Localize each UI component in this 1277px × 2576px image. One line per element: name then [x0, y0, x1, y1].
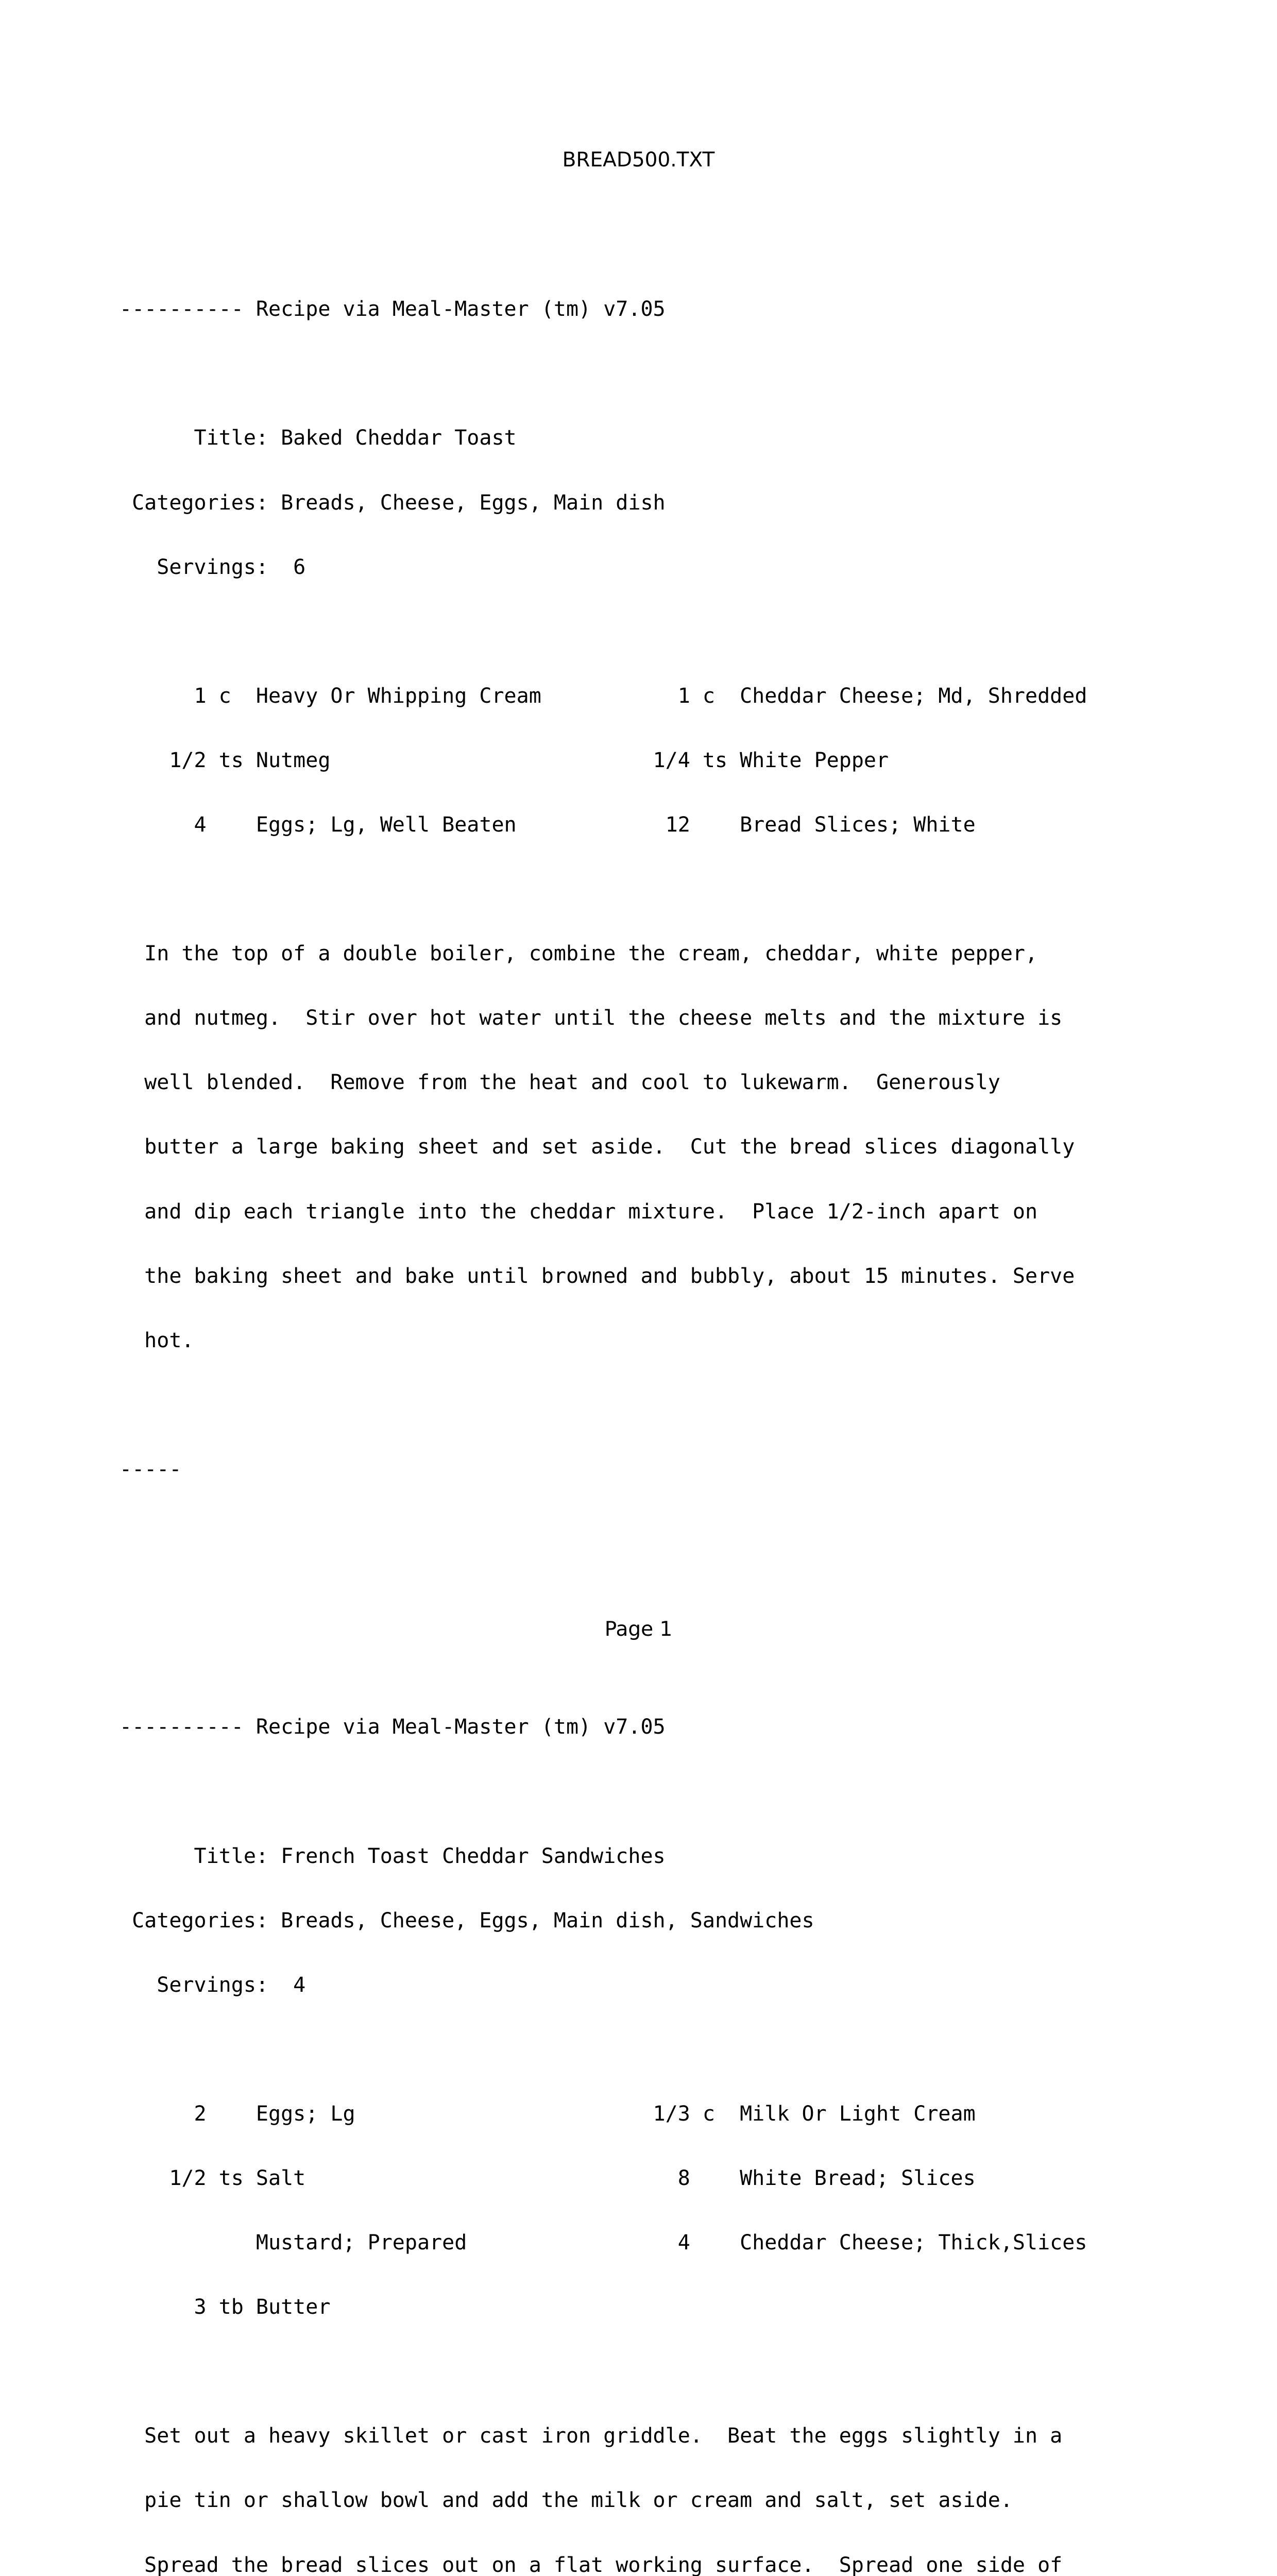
recipe-servings: Servings: 6 [120, 555, 306, 579]
direction-line: well blended. Remove from the heat and cool to lukewarm. Generously [120, 1071, 1000, 1095]
ingredient-line: 2 Eggs; Lg 1/3 c Milk Or Light Cream [120, 2102, 976, 2126]
ingredient-line: 1/2 ts Nutmeg 1/4 ts White Pepper [120, 748, 889, 772]
document-body [120, 170, 1232, 2576]
direction-line: hot. [120, 1328, 194, 1352]
recipe-banner: ---------- Recipe via Meal-Master (tm) v7.05 [120, 297, 666, 321]
ingredient-line: 1/2 ts Salt 8 White Bread; Slices [120, 2166, 976, 2190]
page-number: Page 1 [604, 1618, 673, 1641]
direction-line: In the top of a double boiler, combine the cream, cheddar, white pepper, [120, 942, 1038, 966]
document-filename: BREAD500.TXT [562, 148, 715, 172]
recipe-baked-cheddar-toast [120, 256, 1232, 1588]
direction-line: butter a large baking sheet and set aside. Cut the bread slices diagonally [120, 1135, 1075, 1159]
ingredient-line: 4 Eggs; Lg, Well Beaten 12 Bread Slices; White [120, 812, 976, 837]
recipe-servings: Servings: 4 [120, 1973, 306, 1997]
direction-line: Spread the bread slices out on a flat working surface. Spread one side of [120, 2553, 1063, 2576]
direction-line: pie tin or shallow bowl and add the milk or cream and salt, set aside. [120, 2488, 1013, 2513]
recipe-title: Title: French Toast Cheddar Sandwiches [120, 1844, 666, 1868]
recipe-end-marker: ----- [120, 1457, 182, 1481]
recipe-categories: Categories: Breads, Cheese, Eggs, Main dish [120, 490, 666, 515]
direction-line: and dip each triangle into the cheddar mixture. Place 1/2-inch apart on [120, 1199, 1038, 1224]
recipe-title: Title: Baked Cheddar Toast [120, 426, 517, 450]
direction-line: and nutmeg. Stir over hot water until the cheese melts and the mixture is [120, 1006, 1063, 1030]
ingredient-line: Mustard; Prepared 4 Cheddar Cheese; Thick,Slices [120, 2231, 1087, 2255]
recipe-banner: ---------- Recipe via Meal-Master (tm) v7.05 [120, 1715, 666, 1739]
direction-line: the baking sheet and bake until browned and bubbly, about 15 minutes. Serve [120, 1264, 1075, 1288]
recipe-categories: Categories: Breads, Cheese, Eggs, Main dish, Sandwiches [120, 1908, 814, 1933]
ingredient-line: 1 c Heavy Or Whipping Cream 1 c Cheddar Cheese; Md, Shredded [120, 684, 1087, 708]
ingredient-line: 3 tb Butter [120, 2295, 331, 2319]
recipe-french-toast-cheddar-sandwiches [120, 1674, 1232, 2576]
direction-line: Set out a heavy skillet or cast iron griddle. Beat the eggs slightly in a [120, 2424, 1063, 2448]
